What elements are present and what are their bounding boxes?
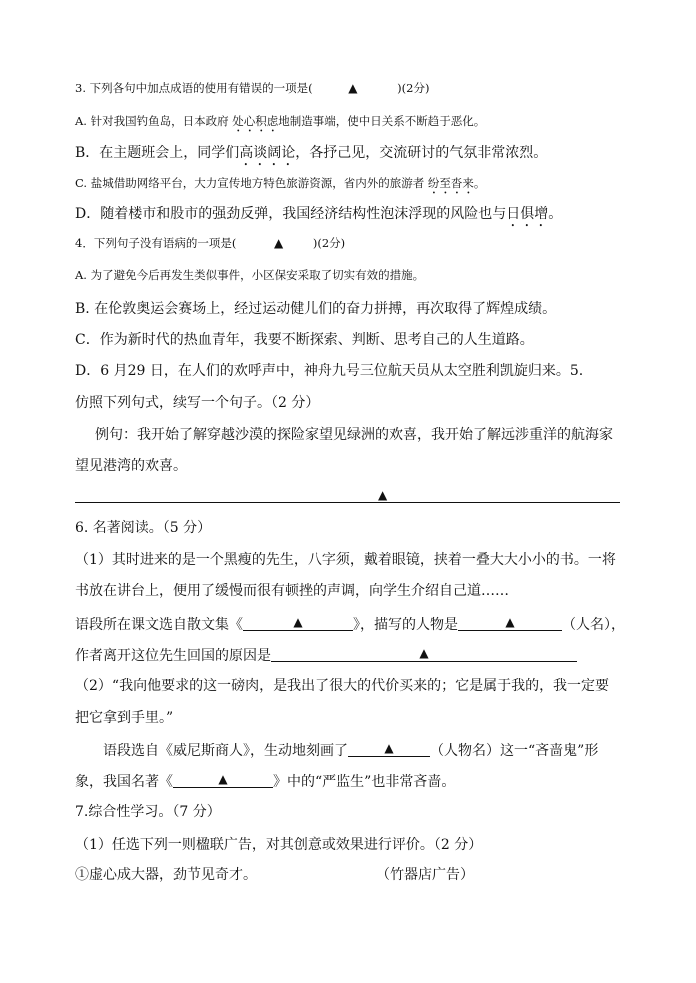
answer-blank[interactable] xyxy=(458,616,562,631)
q6-question2-line2 xyxy=(75,773,455,789)
answer-blank[interactable] xyxy=(271,647,577,662)
q3-stem-text: 3. 下列各句中加点成语的使用有错误的一项是( xyxy=(75,81,313,95)
answer-marker: ▲ xyxy=(348,81,358,95)
answer-blank[interactable] xyxy=(173,773,273,788)
q7-prompt: （1）任选下列一则楹联广告，对其创意或效果进行评价。（2 分） xyxy=(75,837,483,853)
q3-option-b xyxy=(75,145,547,169)
q4-option-a: A. 为了避免今后再发生类似事件，小区保安采取了切实有效的措施。 xyxy=(75,268,425,282)
q6-passage1-line2: 书放在讲台上，便用了缓慢而很有顿挫的声调，向学生介绍自己道…… xyxy=(75,583,509,599)
q4-stem-text: 4．下列句子没有语病的一项是( xyxy=(75,236,237,250)
question-text: 语段所在课文选自散文集《 xyxy=(75,617,243,633)
q5-example-line2: 望见港湾的欢喜。 xyxy=(75,458,187,474)
option-text: B．在主题班会上，同学们 xyxy=(75,145,240,161)
question-text: （人物名）这一“吝啬鬼”形 xyxy=(430,743,599,759)
q3-option-d xyxy=(75,206,562,230)
question-text: 语段选自《威尼斯商人》，生动地刻画了 xyxy=(103,743,348,759)
question-text: （人名）， xyxy=(562,617,625,633)
question-text: 象，我国名著《 xyxy=(75,774,173,790)
answer-marker: ▲ xyxy=(218,772,228,786)
q6-question2-line1 xyxy=(103,742,598,758)
dotted-idiom: 高谈阔论 xyxy=(239,145,296,161)
q3-option-c xyxy=(75,176,485,197)
q6-passage2-line1: （2）“我向他要求的这一磅肉，是我出了很大的代价买来的；它是属于我的，我一定要 xyxy=(75,678,610,694)
answer-marker: ▲ xyxy=(505,615,515,629)
q7-title: 7.综合性学习。（7 分） xyxy=(75,804,221,820)
q6-question1-line1 xyxy=(75,616,625,632)
q6-question1-line2 xyxy=(75,647,577,663)
q3-score: )(2分) xyxy=(397,81,430,95)
q4-stem xyxy=(75,237,345,250)
dotted-idiom: 处心积虑 xyxy=(232,114,279,128)
answer-blank[interactable] xyxy=(243,616,353,631)
option-text: 。 xyxy=(548,206,563,222)
q6-passage1-line1: （1）其时进来的是一个黑瘦的先生，八字须，戴着眼镜，挟着一叠大大小小的书。一将 xyxy=(75,552,616,568)
answer-marker: ▲ xyxy=(384,741,394,755)
q5-answer-line[interactable] xyxy=(75,502,620,503)
q6-title: 6. 名著阅读。（5 分） xyxy=(75,520,212,536)
option-text: A. 针对我国钓鱼岛，日本政府 xyxy=(75,114,233,128)
question-text: 作者离开这位先生回国的原因是 xyxy=(75,648,271,664)
option-text: C. 盐城借助网络平台，大力宣传地方特色旅游资源，省内外的旅游者 xyxy=(75,176,428,190)
q6-passage2-line2: 把它拿到手里。” xyxy=(75,710,174,726)
q3-option-a xyxy=(75,114,485,135)
answer-marker: ▲ xyxy=(419,646,429,660)
question-text: 》，描写的人物是 xyxy=(353,617,458,633)
q4-option-d: D．6 月29 日，在人们的欢呼声中，神舟九号三位航天员从太空胜利凯旋归来。5. xyxy=(75,363,584,379)
option-text: ，各抒己见，交流研讨的气氛非常浓烈。 xyxy=(295,145,548,161)
answer-marker: ▲ xyxy=(293,615,303,629)
option-text: 。 xyxy=(473,176,486,190)
dotted-idiom: 纷至沓来 xyxy=(427,176,474,190)
q5-answer-marker: ▲ xyxy=(378,488,388,502)
q7-item1: ①虚心成大器，劲节见奇才。 xyxy=(75,867,257,883)
option-text: 地制造事端，使中日关系不断趋于恶化。 xyxy=(278,114,486,128)
dotted-idiom: 日俱增 xyxy=(506,206,549,222)
answer-marker: ▲ xyxy=(273,236,284,250)
option-text: D．随着楼市和股市的强劲反弹，我国经济结构性泡沫浮现的风险也与 xyxy=(75,206,507,222)
q5-example-line1: 例句：我开始了解穿越沙漠的探险家望见绿洲的欢喜，我开始了解远涉重洋的航海家 xyxy=(95,427,613,443)
q4-option-b: B. 在伦敦奥运会赛场上，经过运动健儿们的奋力拼搏，再次取得了辉煌成绩。 xyxy=(75,301,557,317)
q4-option-c: C．作为新时代的热血青年，我要不断探索、判断、思考自己的人生道路。 xyxy=(75,332,534,348)
answer-blank[interactable] xyxy=(348,742,430,757)
q4-score: )(2分) xyxy=(312,236,346,250)
question-text: 》中的“严监生”也非常吝啬。 xyxy=(273,774,456,790)
q7-item1-source: （竹器店广告） xyxy=(376,867,474,883)
q3-stem xyxy=(75,82,429,95)
q5-stem: 仿照下列句式，续写一个句子。（2 分） xyxy=(75,395,320,411)
